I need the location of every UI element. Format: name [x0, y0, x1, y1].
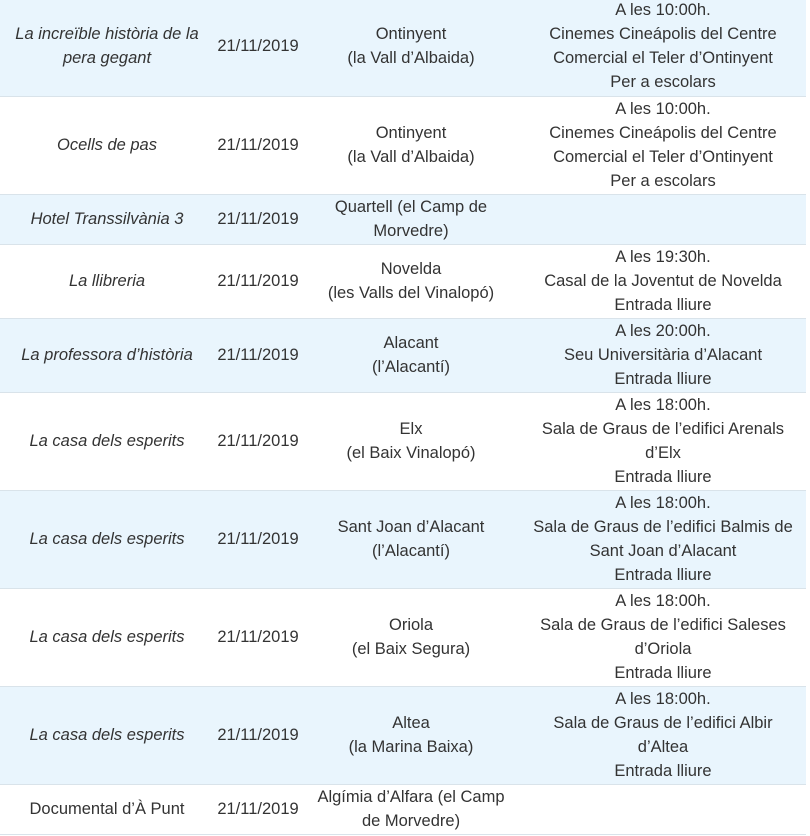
details-cell-line: Entrada lliure: [614, 664, 712, 682]
details-cell: [520, 392, 806, 490]
table-row: [0, 194, 806, 244]
table-row: [0, 686, 806, 784]
details-cell-line: A les 18:00h.: [615, 494, 711, 512]
details-cell: [520, 490, 806, 588]
film-title-cell: [0, 490, 214, 588]
details-cell-line: Cinemes Cineápolis del Centre: [549, 124, 777, 142]
date-cell: 21/11/2019: [214, 686, 302, 784]
place-cell-line: (la Vall d’Albaida): [347, 148, 475, 166]
details-cell: [520, 784, 806, 834]
date-cell: 21/11/2019: [214, 588, 302, 686]
table-row: [0, 318, 806, 392]
film-title-cell-line: La casa dels esperits: [29, 432, 185, 450]
place-cell: [302, 194, 520, 244]
place-cell-line: (la Marina Baixa): [348, 738, 474, 756]
place-cell-line: (l’Alacantí): [372, 542, 450, 560]
details-cell-line: d’Altea: [637, 738, 689, 756]
date-cell: 21/11/2019: [214, 96, 302, 194]
film-title-cell-line: Documental d’À Punt: [29, 800, 185, 818]
date-cell: 21/11/2019: [214, 244, 302, 318]
details-cell-line: Sala de Graus de l’edifici Balmis de: [533, 518, 793, 536]
date-cell: 21/11/2019: [214, 318, 302, 392]
place-cell-line: de Morvedre): [361, 812, 461, 830]
place-cell-line: Ontinyent: [375, 25, 447, 44]
place-cell-line: (les Valls del Vinalopó): [327, 284, 495, 302]
place-cell-line: (la Vall d’Albaida): [347, 49, 475, 68]
place-cell-line: Ontinyent: [375, 124, 447, 142]
details-cell: [520, 194, 806, 244]
film-title-cell-line: La professora d’història: [21, 346, 193, 364]
details-cell-line: Sant Joan d’Alacant: [589, 542, 737, 560]
date-cell: 21/11/2019: [214, 784, 302, 834]
details-cell-line: Casal de la Joventut de Novelda: [544, 272, 782, 290]
film-title-cell-line: Ocells de pas: [57, 136, 157, 154]
film-title-cell: [0, 686, 214, 784]
place-cell: [302, 318, 520, 392]
details-cell-line: A les 18:00h.: [615, 592, 711, 610]
film-title-cell: [0, 318, 214, 392]
details-cell-line: d’Elx: [645, 444, 681, 462]
details-cell-line: A les 20:00h.: [615, 322, 711, 340]
details-cell-line: A les 18:00h.: [615, 396, 711, 414]
place-cell: [302, 686, 520, 784]
details-cell-line: Entrada lliure: [614, 296, 712, 314]
place-cell-line: Quartell (el Camp de: [334, 198, 488, 216]
details-cell-line: Entrada lliure: [614, 566, 712, 584]
details-cell: [520, 0, 806, 96]
film-title-cell: [0, 194, 214, 244]
details-cell-line: Entrada lliure: [614, 468, 712, 486]
film-title-cell-line: pera gegant: [62, 49, 152, 68]
place-cell-line: Elx: [399, 420, 423, 438]
table-row: [0, 96, 806, 194]
film-title-cell-line: La casa dels esperits: [29, 726, 185, 744]
place-cell: [302, 0, 520, 96]
place-cell-line: Oriola: [388, 616, 433, 634]
details-cell-line: Comercial el Teler d’Ontinyent: [553, 148, 773, 166]
place-cell-line: Sant Joan d’Alacant: [337, 518, 485, 536]
table-row: [0, 392, 806, 490]
film-title-cell: [0, 244, 214, 318]
details-cell-line: Comercial el Teler d’Ontinyent: [553, 49, 773, 68]
date-cell: 21/11/2019: [214, 194, 302, 244]
place-cell: [302, 96, 520, 194]
table-row: [0, 784, 806, 834]
details-cell-line: A les 10:00h.: [615, 100, 711, 118]
place-cell-line: (l’Alacantí): [372, 358, 450, 376]
film-title-cell-line: La casa dels esperits: [29, 628, 185, 646]
film-title-cell-line: La casa dels esperits: [29, 530, 185, 548]
details-cell: [520, 588, 806, 686]
details-cell: [520, 96, 806, 194]
details-cell-line: A les 19:30h.: [615, 248, 711, 266]
details-cell: [520, 244, 806, 318]
place-cell-line: Alacant: [383, 334, 439, 352]
details-cell-line: Sala de Graus de l’edifici Albir: [553, 714, 773, 732]
place-cell: [302, 588, 520, 686]
details-cell-line: Entrada lliure: [614, 762, 712, 780]
place-cell-line: Morvedre): [373, 222, 449, 240]
details-cell: [520, 318, 806, 392]
film-title-cell: [0, 784, 214, 834]
date-cell: 21/11/2019: [214, 490, 302, 588]
place-cell: [302, 244, 520, 318]
details-cell: [520, 686, 806, 784]
table-row: [0, 588, 806, 686]
film-title-cell-line: Hotel Transsilvània 3: [30, 210, 184, 228]
place-cell-line: Algímia d’Alfara (el Camp: [317, 788, 505, 806]
film-title-cell-line: La increïble història de la: [15, 25, 199, 44]
film-title-cell: [0, 392, 214, 490]
details-cell-line: Seu Universitària d’Alacant: [563, 346, 763, 364]
details-cell-line: Per a escolars: [610, 172, 716, 190]
film-title-cell: [0, 96, 214, 194]
details-cell-line: Entrada lliure: [614, 370, 712, 388]
place-cell: [302, 392, 520, 490]
film-title-cell: [0, 588, 214, 686]
table-row: [0, 490, 806, 588]
date-cell: 21/11/2019: [214, 0, 302, 96]
film-title-cell: [0, 0, 214, 96]
details-cell-line: Sala de Graus de l’edifici Saleses: [540, 616, 786, 634]
details-cell-line: Sala de Graus de l’edifici Arenals: [541, 420, 785, 438]
film-title-cell-line: La llibreria: [68, 272, 146, 290]
place-cell: [302, 784, 520, 834]
date-cell: 21/11/2019: [214, 392, 302, 490]
details-cell-line: Per a escolars: [610, 73, 716, 92]
table-row: [0, 0, 806, 96]
details-cell-line: d’Oriola: [634, 640, 692, 658]
table-row: [0, 244, 806, 318]
details-cell-line: A les 18:00h.: [615, 690, 711, 708]
place-cell-line: (el Baix Vinalopó): [346, 444, 476, 462]
details-cell-line: Cinemes Cineápolis del Centre: [549, 25, 777, 44]
place-cell: [302, 490, 520, 588]
place-cell-line: (el Baix Segura): [351, 640, 471, 658]
place-cell-line: Altea: [392, 714, 430, 732]
place-cell-line: Novelda: [380, 260, 442, 278]
details-cell-line: A les 10:00h.: [615, 1, 711, 20]
